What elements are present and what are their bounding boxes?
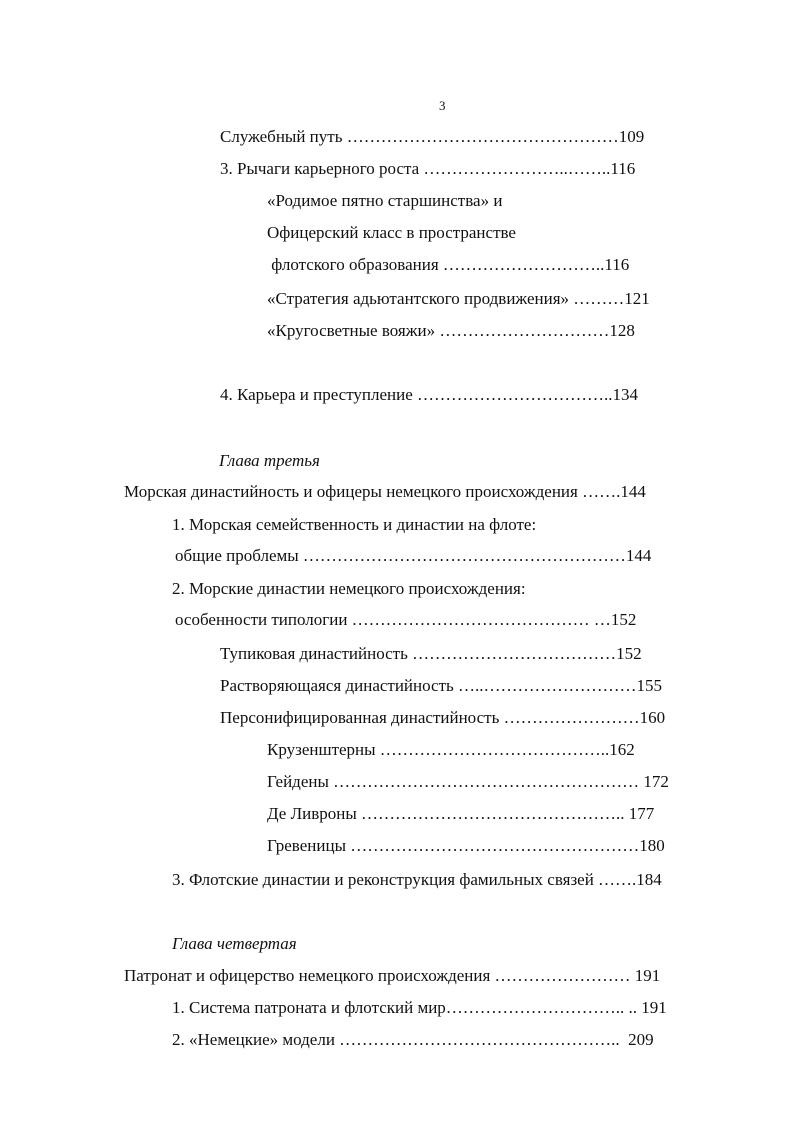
toc-entry: особенности типологии …………………………………… …152 [175, 610, 637, 629]
page-number: 3 [439, 98, 446, 113]
toc-entry: 4. Карьера и преступление ……………………………..134 [220, 385, 639, 404]
toc-entry: 3. Флотские династии и реконструкция фамильных связей …….184 [172, 870, 662, 889]
toc-entry: 3. Рычаги карьерного роста ……………………..……..116 [220, 159, 636, 178]
toc-entry: Персонифицированная династийность ……………………160 [220, 708, 666, 727]
toc-entry: «Кругосветные вояжи» …………………………128 [267, 321, 635, 340]
toc-entry: флотского образования ………………………..116 [267, 255, 630, 274]
toc-entry: Крузенштерны …………………………………..162 [267, 740, 635, 759]
toc-entry: Гревеницы ……………………………………………180 [267, 836, 665, 855]
toc-entry: «Стратегия адьютантского продвижения» ………121 [267, 289, 650, 308]
toc-entry: «Родимое пятно старшинства» и [267, 191, 503, 210]
toc-entry: 1. Система патроната и флотский мир………………………….. .. 191 [172, 998, 667, 1017]
toc-entry: общие проблемы …………………………………………………144 [175, 546, 652, 565]
chapter-heading: Глава четвертая [172, 934, 297, 953]
toc-entry: 2. Морские династии немецкого происхождения: [172, 579, 526, 598]
toc-entry: 2. «Немецкие» модели ………………………………………….. 209 [172, 1030, 654, 1049]
toc-entry: Растворяющаяся династийность …..………………………155 [220, 676, 663, 695]
toc-entry: Де Ливроны ……………………………………….. 177 [267, 804, 655, 823]
toc-entry: 1. Морская семейственность и династии на флоте: [172, 515, 537, 534]
chapter-title: Патронат и офицерство немецкого происхождения …………………… 191 [124, 966, 661, 985]
chapter-title: Морская династийность и офицеры немецкого происхождения …….144 [124, 482, 646, 501]
toc-entry: Офицерский класс в пространстве [267, 223, 516, 242]
toc-entry: Служебный путь …………………………………………109 [220, 127, 645, 146]
chapter-heading: Глава третья [219, 451, 320, 470]
toc-entry: Тупиковая династийность ………………………………152 [220, 644, 642, 663]
toc-entry: Гейдены ……………………………………………… 172 [267, 772, 669, 791]
